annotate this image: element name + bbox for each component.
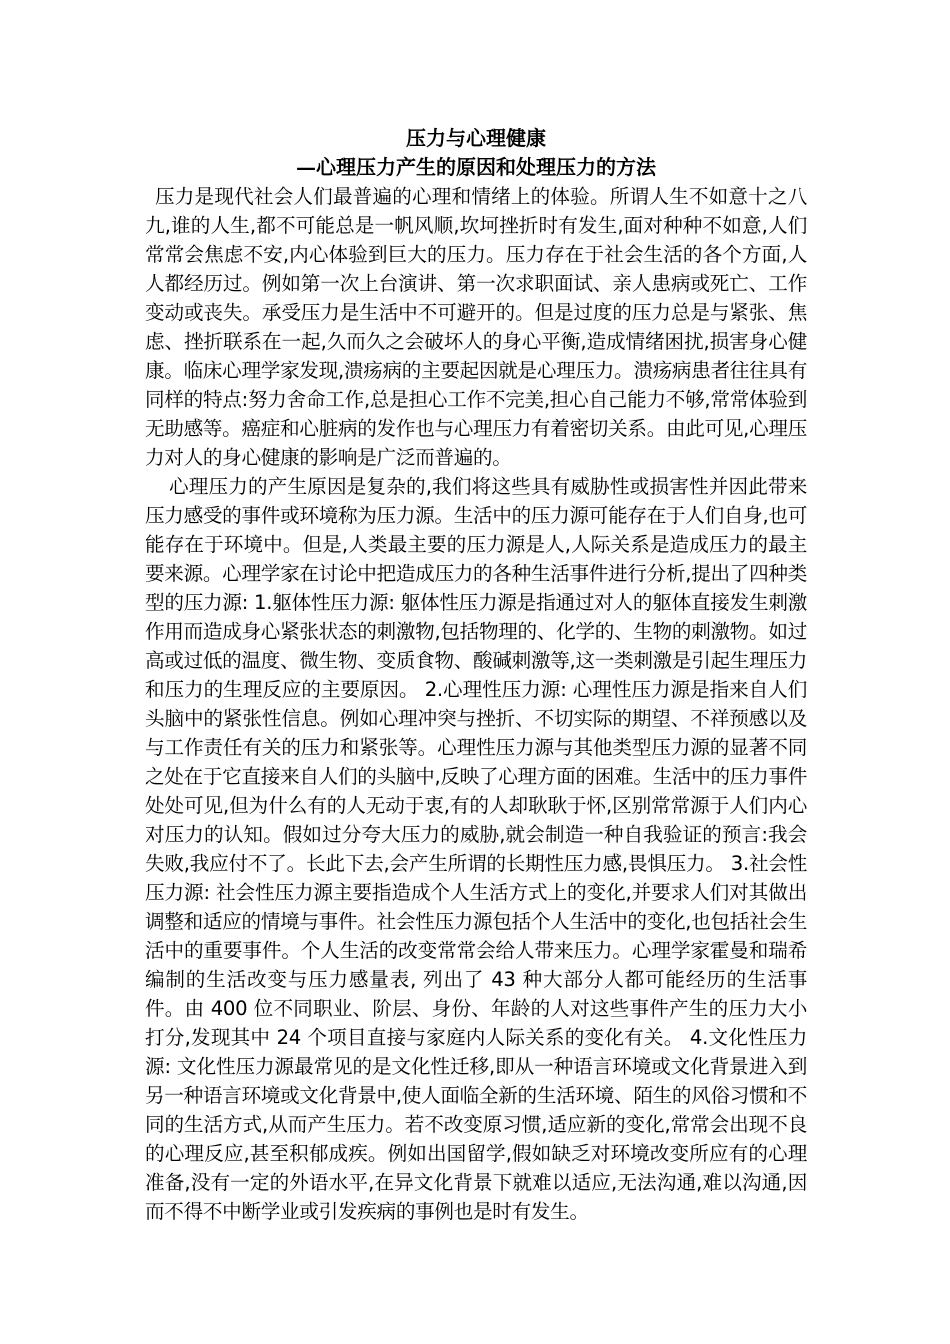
document-title: 压力与心理健康	[406, 126, 546, 150]
document-subtitle: —心理压力产生的原因和处理压力的方法	[296, 155, 656, 179]
document-page	[145, 124, 807, 1226]
paragraph-intro: 压力是现代社会人们最普遍的心理和情绪上的体验。所谓人生不如意十之八九,谁的人生,都不可能总是一帆风顺,坎坷挫折时有发生,面对种种不如意,人们常常会焦虑不安,内心体验到巨大的压力。压力存在于社会生活的各个方面,人人都经历过。例如第一次上台演讲、第一次求职面试、亲人患病或死亡、工作变动或丧失。承受压力是生活中不可避开的。但是过度的压力总是与紧张、焦虑、挫折联系在一起,久而久之会破坏人的身心平衡,造成情绪困扰,损害身心健康。临床心理学家发现,溃疡病的主要起因就是心理压力。溃疡病患者往往具有同样的特点:努力舍命工作,总是担心工作不完美,担心自己能力不够,常常体验到无助感等。癌症和心脏病的发作也与心理压力有着密切关系。由此可见,心理压力对人的身心健康的影响是广泛而普遍的。	[145, 185, 807, 469]
paragraph-stress-sources: 心理压力的产生原因是复杂的,我们将这些具有威胁性或损害性并因此带来压力感受的事件或环境称为压力源。生活中的压力源可能存在于人们自身,也可能存在于环境中。但是,人类最主要的压力源是人,人际关系是造成压力的最主要来源。心理学家在讨论中把造成压力的各种生活事件进行分析,提出了四种类型的压力源: 1.躯体性压力源: 躯体性压力源是指通过对人的躯体直接发生刺激作用而造成身心紧张状态的刺激物,包括物理的、化学的、生物的刺激物。如过高或过低的温度、微生物、变质食物、酸碱刺激等,这一类刺激是引起生理压力和压力的生理反应的主要原因。 2.心理性压力源: 心理性压力源是指来自人们头脑中的紧张性信息。例如心理冲突与挫折、不切实际的期望、不祥预感以及与工作责任有关的压力和紧张等。心理性压力源与其他类型压力源的显著不同之处在于它直接来自人们的头脑中,反映了心理方面的困难。生活中的压力事件处处可见,但为什么有的人无动于衷,有的人却耿耿于怀,区别常常源于人们内心对压力的认知。假如过分夸大压力的威胁,就会制造一种自我验证的预言:我会失败,我应付不了。长此下去,会产生所谓的长期性压力感,畏惧压力。 3.社会性压力源: 社会性压力源主要指造成个人生活方式上的变化,并要求人们对其做出调整和适应的情境与事件。社会性压力源包括个人生活中的变化,也包括社会生活中的重要事件。个人生活的改变常常会给人带来压力。心理学家霍曼和瑞希编制的生活改变与压力感量表, 列出了 43 种大部分人都可能经历的生活事件。由 400 位不同职业、阶层、身份、年龄的人对这些事件产生的压力大小打分,发现其中 24 个项目直接与家庭内人际关系的变化有关。 4.文化性压力源: 文化性压力源最常见的是文化性迁移,即从一种语言环境或文化背景进入到另一种语言环境或文化背景中,使人面临全新的生活环境、陌生的风俗习惯和不同的生活方式,从而产生压力。若不改变原习惯,适应新的变化,常常会出现不良的心理反应,甚至积郁成疾。例如出国留学,假如缺乏对环境改变所应有的心理准备,没有一定的外语水平,在异文化背景下就难以适应,无法沟通,难以沟通,因而不得不中断学业或引发疾病的事例也是时有发生。	[145, 475, 807, 1223]
